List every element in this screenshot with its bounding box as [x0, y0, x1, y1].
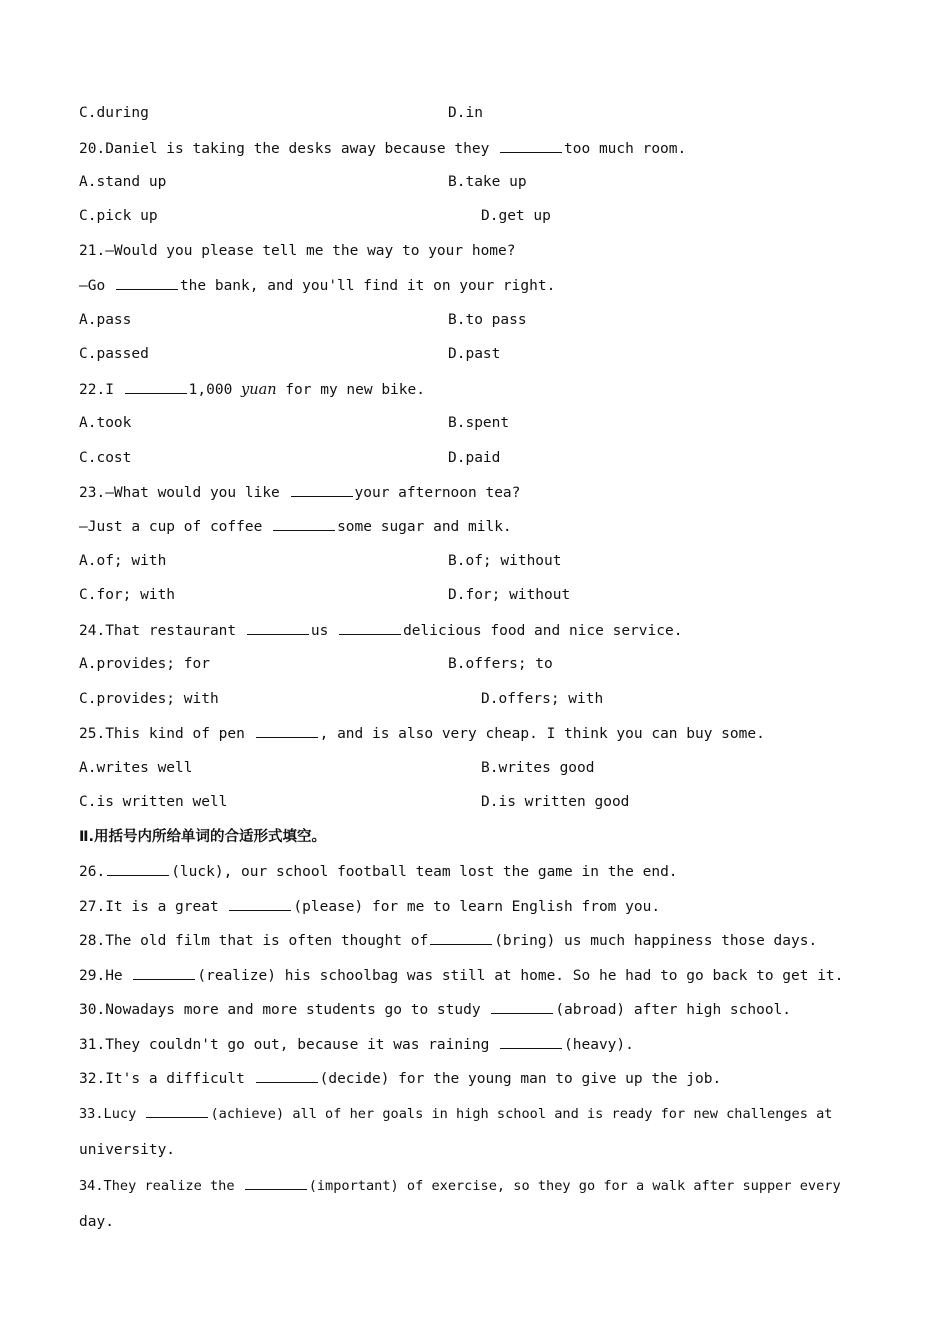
option-b: B.offers; to	[448, 656, 553, 672]
question-34-continued: day.	[79, 1214, 114, 1230]
question-text: your afternoon tea?	[354, 485, 521, 501]
option-a: A.of; with	[79, 553, 167, 569]
option-c: C.during	[79, 105, 149, 121]
question-21-response	[79, 275, 555, 296]
answer-blank[interactable]	[339, 620, 401, 635]
option-c: C.passed	[79, 346, 149, 362]
option-d: D.past	[448, 346, 501, 362]
question-text: (achieve) all of her goals in high school and is ready for new challenges at	[210, 1106, 833, 1122]
question-33-continued: university.	[79, 1142, 176, 1158]
answer-blank[interactable]	[291, 482, 353, 497]
question-text: 20.Daniel is taking the desks away because they	[79, 141, 499, 157]
question-text: delicious food and nice service.	[403, 623, 683, 639]
question-26	[79, 861, 678, 882]
option-c: C.cost	[79, 450, 132, 466]
answer-blank[interactable]	[500, 1034, 562, 1049]
question-text: 23.—What would you like	[79, 485, 289, 501]
option-b: B.take up	[448, 174, 527, 190]
option-c: C.for; with	[79, 587, 176, 603]
question-text: the bank, and you'll find it on your right.	[179, 278, 556, 294]
question-text: —Just a cup of coffee	[79, 519, 272, 535]
question-25	[79, 723, 765, 744]
option-b: B.to pass	[448, 312, 527, 328]
question-28	[79, 930, 817, 951]
answer-blank[interactable]	[500, 138, 562, 153]
option-b: B.of; without	[448, 553, 562, 569]
question-text: 22.I	[79, 382, 123, 398]
question-23-response	[79, 516, 512, 537]
question-31	[79, 1034, 634, 1055]
answer-blank[interactable]	[107, 861, 169, 876]
question-27	[79, 896, 660, 917]
question-33	[79, 1103, 832, 1124]
answer-blank[interactable]	[273, 516, 335, 531]
question-32	[79, 1068, 721, 1089]
question-text: (realize) his schoolbag was still at home. So he had to go back to get it.	[197, 968, 844, 984]
question-text: 30.Nowadays more and more students go to study	[79, 1002, 490, 1018]
option-d: D.in	[448, 105, 483, 121]
question-text: (luck), our school football team lost the game in the end.	[171, 864, 678, 880]
question-text: 34.They realize the	[79, 1178, 243, 1194]
option-c: C.pick up	[79, 208, 158, 224]
answer-blank[interactable]	[247, 620, 309, 635]
question-text: (decide) for the young man to give up the job.	[319, 1071, 722, 1087]
question-text: 29.He	[79, 968, 132, 984]
answer-blank[interactable]	[256, 723, 318, 738]
question-text: 31.They couldn't go out, because it was raining	[79, 1037, 499, 1053]
answer-blank[interactable]	[430, 930, 492, 945]
answer-blank[interactable]	[133, 965, 195, 980]
question-text: 28.The old film that is often thought of	[79, 933, 429, 949]
answer-blank[interactable]	[245, 1175, 307, 1190]
question-29	[79, 965, 843, 986]
section-heading: Ⅱ.用括号内所给单词的合适形式填空。	[79, 829, 327, 845]
option-d: D.for; without	[448, 587, 571, 603]
option-a: A.writes well	[79, 760, 193, 776]
answer-blank[interactable]	[491, 999, 553, 1014]
question-23	[79, 482, 520, 503]
italic-word: yuan	[241, 382, 277, 398]
question-text: 24.That restaurant	[79, 623, 245, 639]
question-21: 21.—Would you please tell me the way to your home?	[79, 243, 516, 259]
question-text: (important) of exercise, so they go for a walk after supper every	[308, 1178, 841, 1194]
question-text: 33.Lucy	[79, 1106, 145, 1122]
question-text: (heavy).	[564, 1037, 634, 1053]
question-22	[79, 379, 425, 400]
option-a: A.stand up	[79, 174, 167, 190]
option-d: D.get up	[481, 208, 551, 224]
question-text: 26.	[79, 864, 106, 880]
question-text: (bring) us much happiness those days.	[494, 933, 818, 949]
option-d: D.is written good	[481, 794, 630, 810]
option-d: D.offers; with	[481, 691, 604, 707]
question-text: some sugar and milk.	[337, 519, 512, 535]
question-text: us	[310, 623, 338, 639]
answer-blank[interactable]	[125, 379, 187, 394]
option-d: D.paid	[448, 450, 501, 466]
question-text: 27.It is a great	[79, 899, 228, 915]
question-text: for my new bike.	[276, 382, 425, 398]
answer-blank[interactable]	[146, 1103, 208, 1118]
question-text: —Go	[79, 278, 114, 294]
answer-blank[interactable]	[256, 1068, 318, 1083]
option-a: A.took	[79, 415, 132, 431]
option-c: C.provides; with	[79, 691, 219, 707]
question-34	[79, 1175, 841, 1196]
question-text: (please) for me to learn English from you.	[293, 899, 661, 915]
question-20	[79, 138, 686, 159]
question-text: 25.This kind of pen	[79, 726, 254, 742]
question-30	[79, 999, 791, 1020]
option-a: A.provides; for	[79, 656, 210, 672]
option-a: A.pass	[79, 312, 132, 328]
question-24	[79, 620, 682, 641]
question-text: 32.It's a difficult	[79, 1071, 254, 1087]
answer-blank[interactable]	[116, 275, 178, 290]
question-text: too much room.	[564, 141, 687, 157]
option-b: B.writes good	[481, 760, 595, 776]
question-text: (abroad) after high school.	[555, 1002, 792, 1018]
question-text: , and is also very cheap. I think you can buy some.	[319, 726, 765, 742]
question-text: 1,000	[188, 382, 242, 398]
option-b: B.spent	[448, 415, 510, 431]
answer-blank[interactable]	[229, 896, 291, 911]
option-c: C.is written well	[79, 794, 228, 810]
